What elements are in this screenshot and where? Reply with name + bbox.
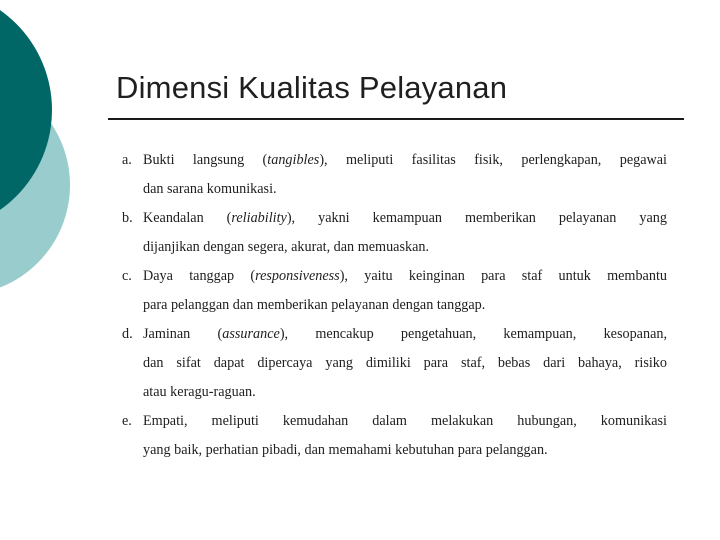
line-text: ), mencakup pengetahuan, kemampuan, kesopanan, <box>279 326 668 342</box>
slide-title: Dimensi Kualitas Pelayanan <box>116 70 508 105</box>
text-line <box>143 233 667 262</box>
line-text: Jaminan ( <box>143 326 223 342</box>
list-marker: a. <box>122 152 132 168</box>
list-marker: c. <box>122 268 132 284</box>
title-divider <box>108 118 684 120</box>
decorative-circles <box>0 0 120 300</box>
list-marker: d. <box>122 326 133 342</box>
text-line <box>143 378 667 407</box>
list-item <box>122 320 667 407</box>
text-line <box>143 175 667 204</box>
line-text: Empati, meliputi kemudahan dalam melakukan hubungan, komunikasi <box>143 413 667 429</box>
text-line <box>143 349 667 378</box>
term-english: responsiveness <box>255 268 340 284</box>
list-marker: e. <box>122 413 132 429</box>
line-text: dijanjikan dengan segera, akurat, dan memuaskan. <box>143 239 430 255</box>
line-text: Bukti langsung ( <box>143 152 268 168</box>
line-text: para pelanggan dan memberikan pelayanan dengan tanggap. <box>143 297 486 313</box>
text-line <box>143 320 667 349</box>
text-line <box>143 436 667 465</box>
text-line <box>143 291 667 320</box>
term-english: tangibles <box>267 152 320 168</box>
line-text: ), yaitu keinginan para staf untuk membantu <box>339 268 667 284</box>
list-item <box>122 146 667 204</box>
text-line <box>143 262 667 291</box>
dimension-list <box>122 146 667 465</box>
term-english: reliability <box>231 210 287 226</box>
line-text: ), yakni kemampuan memberikan pelayanan yang <box>286 210 667 226</box>
line-text: Keandalan ( <box>143 210 232 226</box>
term-english: assurance <box>222 326 280 342</box>
line-text: Daya tanggap ( <box>143 268 256 284</box>
text-line <box>143 204 667 233</box>
line-text: atau keragu-raguan. <box>143 384 256 400</box>
list-item <box>122 407 667 465</box>
list-item <box>122 204 667 262</box>
text-line <box>143 407 667 436</box>
list-marker: b. <box>122 210 133 226</box>
line-text: dan sarana komunikasi. <box>143 181 277 197</box>
line-text: yang baik, perhatian pibadi, dan memahami kebutuhan para pelanggan. <box>143 442 548 458</box>
line-text: ), meliputi fasilitas fisik, perlengkapan, pegawai <box>319 152 668 168</box>
line-text: dan sifat dapat dipercaya yang dimiliki para staf, bebas dari bahaya, risiko <box>143 355 667 371</box>
list-item <box>122 262 667 320</box>
text-line <box>143 146 667 175</box>
